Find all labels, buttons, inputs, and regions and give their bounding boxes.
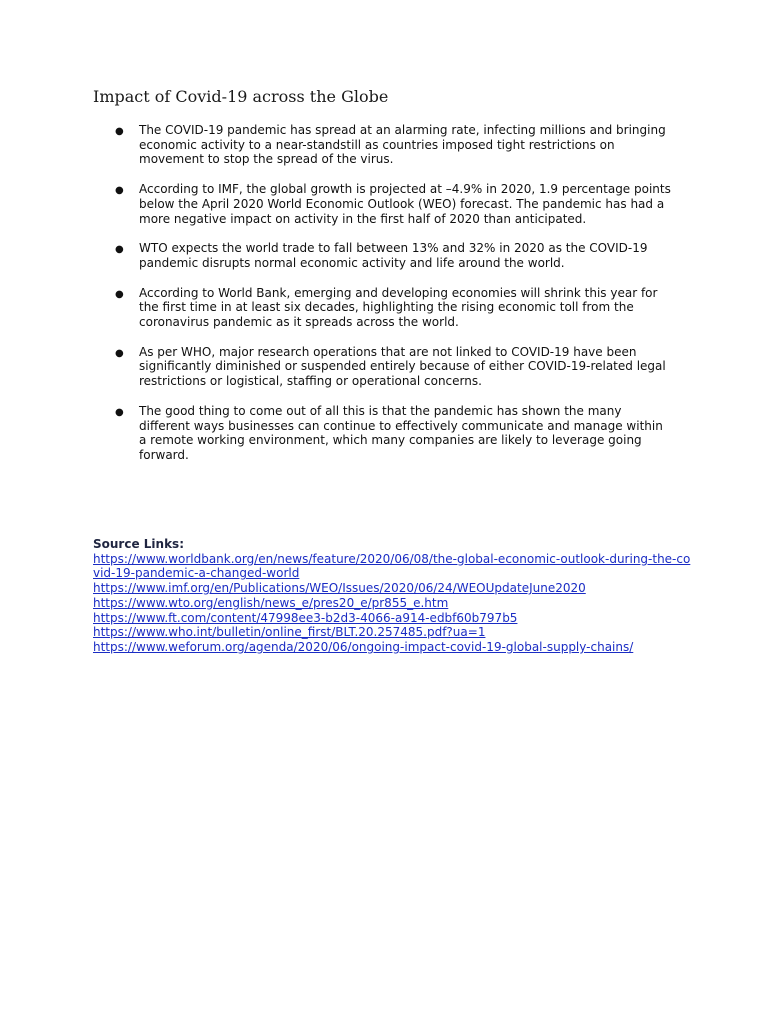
- bullet-text: According to World Bank, emerging and developing economies will shrink this year for the first time in at least six decades, highlighting the rising economic toll from the coronavirus pandemic as it spreads across the world.: [139, 285, 658, 330]
- bullet-icon: ●: [115, 406, 124, 418]
- source-link-imf[interactable]: https://www.imf.org/en/Publications/WEO/Issues/2020/06/24/WEOUpdateJune2020: [93, 581, 586, 596]
- bullet-list: [112, 123, 672, 478]
- bullet-item: [112, 286, 672, 330]
- bullet-item: [112, 123, 672, 167]
- bullet-icon: ●: [115, 126, 124, 137]
- bullet-text: As per WHO, major research operations that are not linked to COVID-19 have been significantly diminished or suspended entirely because of either COVID-19-related legal restrictions or logistical, staffing or operational concerns.: [139, 344, 666, 389]
- document-title: Impact of Covid-19 across the Globe: [93, 87, 389, 106]
- bullet-text: WTO expects the world trade to fall between 13% and 32% in 2020 as the COVID-19 pandemic disrupts normal economic activity and life around the world.: [139, 241, 648, 270]
- source-links-section: [93, 537, 693, 655]
- bullet-item: [112, 182, 672, 226]
- bullet-item: [112, 241, 672, 270]
- bullet-icon: ●: [115, 347, 124, 359]
- source-link-wto[interactable]: https://www.wto.org/english/news_e/pres20_e/pr855_e.htm: [93, 595, 449, 610]
- source-link-who[interactable]: https://www.who.int/bulletin/online_first/BLT.20.257485.pdf?ua=1: [93, 625, 486, 640]
- bullet-text: The COVID-19 pandemic has spread at an alarming rate, infecting millions and bringing economic activity to a near-standstill as countries imposed tight restrictions on movement to stop the spread of the virus.: [139, 123, 666, 167]
- bullet-icon: ●: [115, 185, 124, 197]
- bullet-icon: ●: [115, 244, 124, 256]
- bullet-icon: ●: [115, 288, 124, 300]
- sources-heading: Source Links:: [93, 537, 185, 551]
- source-link-worldbank[interactable]: https://www.worldbank.org/en/news/feature/2020/06/08/the-global-economic-outlook-during-the-covid-19-pandemic-a-changed-world: [93, 551, 691, 581]
- bullet-item: [112, 404, 672, 463]
- bullet-item: [112, 345, 672, 389]
- bullet-text: According to IMF, the global growth is projected at –4.9% in 2020, 1.9 percentage points below the April 2020 World Economic Outlook (WEO) forecast. The pandemic has had a more negative impact on activity in the first half of 2020 than anticipated.: [139, 182, 671, 226]
- source-link-weforum[interactable]: https://www.weforum.org/agenda/2020/06/ongoing-impact-covid-19-global-supply-chains/: [93, 639, 634, 654]
- bullet-text: The good thing to come out of all this is that the pandemic has shown the many different ways businesses can continue to effectively communicate and manage within a remote working environment, which many companies are likely to leverage going forward.: [139, 403, 663, 462]
- source-link-ft[interactable]: https://www.ft.com/content/47998ee3-b2d3-4066-a914-edbf60b797b5: [93, 610, 518, 625]
